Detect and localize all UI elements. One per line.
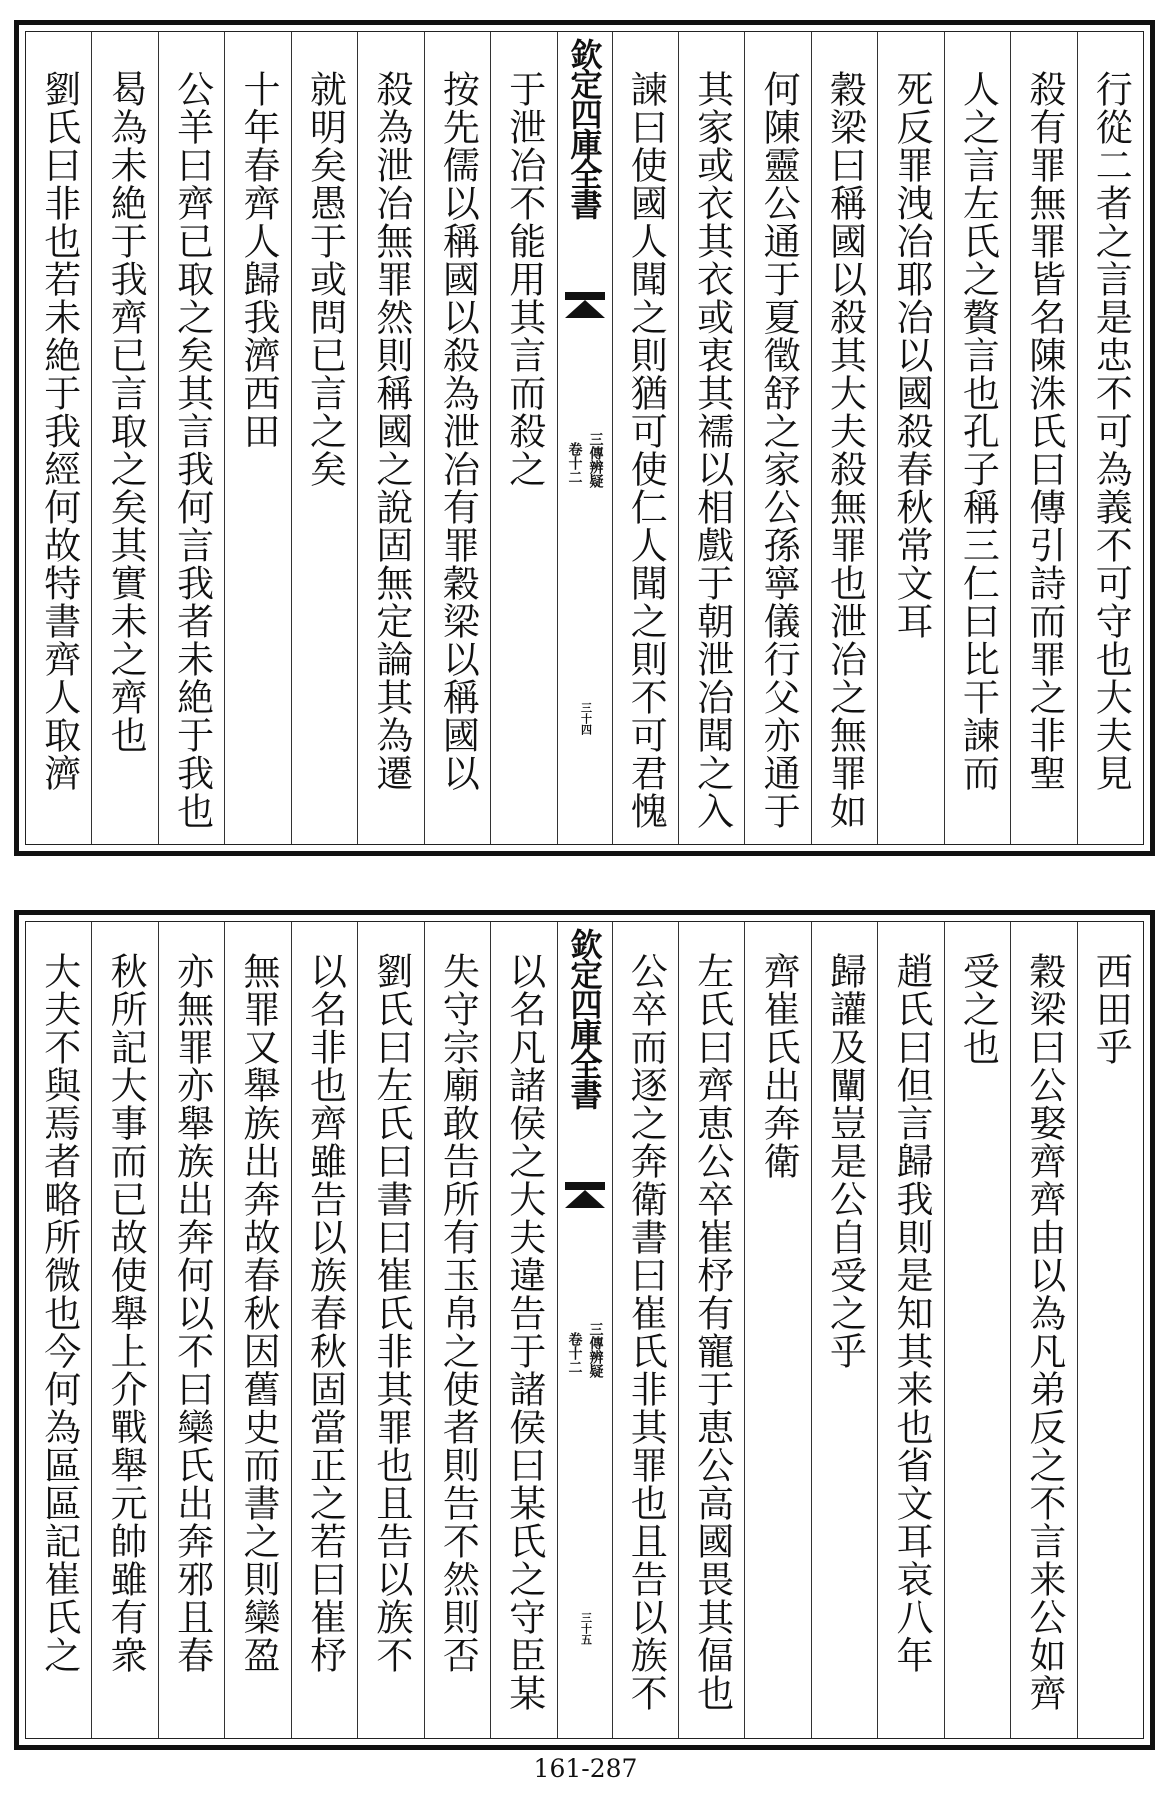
text-column bbox=[744, 32, 810, 844]
column-text: 劉氏曰非也若未絶于我經何故特書齊人取濟 bbox=[37, 70, 81, 792]
column-text: 劉氏曰左氏曰書曰崔氏非其罪也且告以族不 bbox=[369, 952, 413, 1674]
text-column bbox=[424, 32, 490, 844]
column-text: 人之言左氏之贅言也孔子稱三仁曰比干諫而 bbox=[956, 70, 1000, 792]
text-column bbox=[291, 32, 357, 844]
text-column bbox=[1077, 922, 1143, 1738]
fishtail-mark bbox=[565, 1182, 605, 1208]
text-column bbox=[91, 32, 157, 844]
text-column bbox=[26, 922, 91, 1738]
gutter-title: 欽定四庫全書 bbox=[565, 38, 604, 218]
text-column bbox=[877, 922, 943, 1738]
text-column bbox=[158, 32, 224, 844]
column-text: 秋所記大事而已故使舉上介戰舉元帥雖有衆 bbox=[104, 952, 148, 1674]
upper-page bbox=[14, 20, 1155, 856]
column-text: 以名凡諸侯之大夫違告于諸侯曰某氏之守臣某 bbox=[502, 952, 546, 1712]
text-column bbox=[944, 32, 1010, 844]
gutter-juan: 卷十二 bbox=[566, 1332, 583, 1374]
column-text: 其家或衣其衣或衷其襦以相戲于朝泄冶聞之入 bbox=[690, 70, 734, 830]
column-text: 齊崔氏出奔衛 bbox=[757, 952, 801, 1180]
gutter-juan: 卷十二 bbox=[566, 442, 583, 484]
column-text: 歸讙及闡豈是公自受之乎 bbox=[823, 952, 867, 1370]
column-text: 亦無罪亦舉族出奔何以不曰欒氏出奔邪且春 bbox=[170, 952, 214, 1674]
column-text: 何陳靈公通于夏徵舒之家公孫寧儀行父亦通于 bbox=[757, 70, 801, 830]
text-column bbox=[1010, 32, 1076, 844]
column-text: 諫曰使國人聞之則猶可使仁人聞之則不可君愧 bbox=[624, 70, 668, 830]
column-text: 公羊曰齊已取之矣其言我何言我者未絶于我也 bbox=[170, 70, 214, 830]
text-column bbox=[612, 922, 678, 1738]
gutter-leaf-number: 三十四 bbox=[579, 702, 593, 735]
text-column bbox=[944, 922, 1010, 1738]
lower-page-frame bbox=[25, 921, 1144, 1739]
text-column bbox=[678, 32, 744, 844]
gutter-book-title: 三傳辨疑 bbox=[587, 1322, 604, 1378]
text-column bbox=[1077, 32, 1143, 844]
gutter-title: 欽定四庫全書 bbox=[565, 928, 604, 1108]
column-text: 受之也 bbox=[956, 952, 1000, 1066]
text-column bbox=[424, 922, 490, 1738]
column-text: 穀梁曰公娶齊齊由以為凡弟反之不言来公如齊 bbox=[1022, 952, 1066, 1712]
text-column bbox=[224, 32, 290, 844]
page-number: 161-287 bbox=[533, 1754, 638, 1783]
text-column bbox=[490, 922, 556, 1738]
column-text: 穀梁曰稱國以殺其大夫殺無罪也泄冶之無罪如 bbox=[823, 70, 867, 830]
gutter-book-title: 三傳辨疑 bbox=[587, 432, 604, 488]
column-text: 以名非也齊雖告以族春秋固當正之若曰崔杼 bbox=[303, 952, 347, 1674]
page-gutter bbox=[557, 922, 612, 1738]
column-text: 按先儒以稱國以殺為泄冶有罪穀梁以稱國以 bbox=[436, 70, 480, 792]
column-text: 曷為未絶于我齊已言取之矣其實未之齊也 bbox=[104, 70, 148, 754]
column-text: 于泄冶不能用其言而殺之 bbox=[502, 70, 546, 488]
text-column bbox=[91, 922, 157, 1738]
column-text: 趙氏曰但言歸我則是知其来也省文耳哀八年 bbox=[889, 952, 933, 1674]
page-gutter bbox=[557, 32, 612, 844]
column-text: 失守宗廟敢告所有玉帛之使者則告不然則否 bbox=[436, 952, 480, 1674]
text-column bbox=[612, 32, 678, 844]
upper-page-frame bbox=[25, 31, 1144, 845]
column-text: 行從二者之言是忠不可為義不可守也大夫見 bbox=[1089, 70, 1133, 792]
text-column bbox=[811, 922, 877, 1738]
text-column bbox=[678, 922, 744, 1738]
text-column bbox=[357, 922, 423, 1738]
column-text: 左氏曰齊恵公卒崔杼有寵于恵公高國畏其偪也 bbox=[690, 952, 734, 1712]
column-text: 十年春齊人歸我濟西田 bbox=[237, 70, 281, 450]
text-column bbox=[158, 922, 224, 1738]
column-text: 無罪又舉族出奔故春秋因舊史而書之則欒盈 bbox=[237, 952, 281, 1674]
column-text: 大夫不與焉者略所微也今何為區區記崔氏之 bbox=[37, 952, 81, 1674]
text-column bbox=[877, 32, 943, 844]
lower-page bbox=[14, 910, 1155, 1750]
text-column bbox=[490, 32, 556, 844]
column-text: 殺為泄冶無罪然則稱國之說固無定論其為遷 bbox=[369, 70, 413, 792]
text-column bbox=[291, 922, 357, 1738]
text-column bbox=[1010, 922, 1076, 1738]
gutter-leaf-number: 三十五 bbox=[579, 1612, 593, 1645]
text-column bbox=[744, 922, 810, 1738]
text-column bbox=[811, 32, 877, 844]
text-column bbox=[224, 922, 290, 1738]
column-text: 公卒而逐之奔衛書曰崔氏非其罪也且告以族不 bbox=[624, 952, 668, 1712]
column-text: 西田乎 bbox=[1089, 952, 1133, 1066]
column-text: 死反罪洩冶耶冶以國殺春秋常文耳 bbox=[889, 70, 933, 640]
column-text: 殺有罪無罪皆名陳洙氏曰傳引詩而罪之非聖 bbox=[1022, 70, 1066, 792]
fishtail-mark bbox=[565, 292, 605, 318]
text-column bbox=[357, 32, 423, 844]
column-text: 就明矣愚于或問已言之矣 bbox=[303, 70, 347, 488]
text-column bbox=[26, 32, 91, 844]
